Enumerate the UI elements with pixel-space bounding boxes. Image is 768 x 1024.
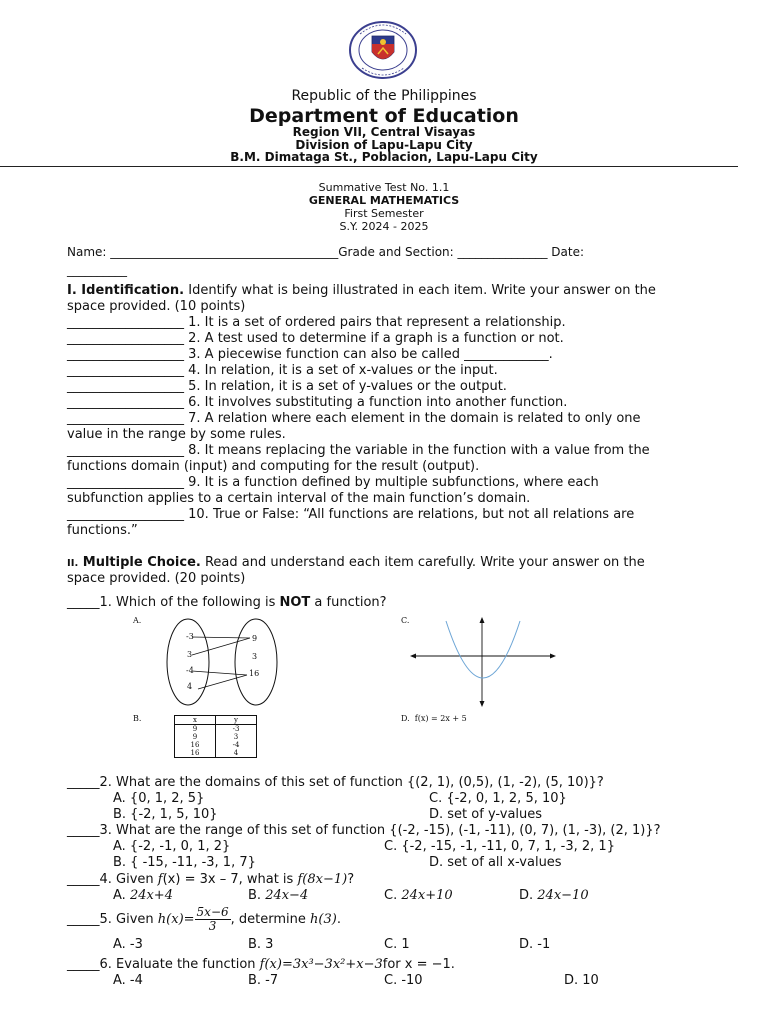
mapping-range-value: 9 [252,634,258,643]
choice-d: D. set of all x-values [429,855,562,870]
question-4 [67,872,354,888]
question-1-suffix: a function? [310,595,387,610]
function-expression: f(x)=3x³−3x²+x−3 [259,957,383,972]
choice-c: C. {-2, 0, 1, 2, 5, 10} [429,791,567,806]
deped-seal [348,20,418,80]
option-d-label: D. [401,714,410,723]
option-c-label: C. [401,616,410,625]
mapping-range-value: 3 [252,652,258,661]
division-label: Division of Lapu-Lapu City [295,138,473,152]
table-cell: 4 [216,749,257,758]
section2-heading-num: II. [67,558,79,569]
choice-expression: 24x−4 [265,888,309,903]
choice-d: D. set of y-values [429,807,543,822]
question-6 [67,957,455,973]
question-5-suffix: . [336,912,341,927]
function-argument: (8x−1) [302,872,348,887]
choice-a: A. -3 [113,937,143,952]
section2-instructions-line2: space provided. (20 points) [67,571,246,586]
question-4-mid: (x) = 3x – 7, what is [162,872,298,887]
table-header: x [175,716,216,725]
choice-c [384,888,453,904]
function-symbol: f [157,872,163,887]
identification-item: __________________ 5. In relation, it is a set of y-values or the output. [67,379,507,394]
choice-label: A. [113,888,130,903]
mapping-domain-value: -4 [186,666,194,675]
choice-c: C. 1 [384,937,410,952]
option-d [401,714,467,723]
fraction-denominator: 3 [208,919,217,933]
question-1 [67,595,387,611]
choice-a: A. -4 [113,973,143,988]
name-grade-date-line: Name: ______________________________________Grade and Section: _______________ Date: [67,245,585,259]
mapping-domain-value: 4 [187,682,193,691]
section2-heading: Multiple Choice. [78,555,201,570]
function-eval: h(3) [310,912,337,927]
function-symbol: f [297,872,303,887]
section1-instructions-text: Identify what is being illustrated in each item. Write your answer on the [184,283,656,298]
choice-expression: 24x+10 [401,888,453,903]
parabola-graph [408,615,558,710]
option-a-label: A. [133,616,142,625]
section1-instructions [67,283,656,299]
header-divider [0,166,738,167]
choice-a [113,888,173,904]
identification-item: __________________ 7. A relation where each element in the domain is related to only one [67,411,641,426]
section2-instructions-text: Read and understand each item carefully. Write your answer on the [200,555,645,570]
identification-item: __________________ 4. In relation, it is a set of x-values or the input. [67,363,498,378]
choice-b: B. 3 [248,937,274,952]
question-4-prefix: _____4. Given [67,872,158,887]
section1-instructions-line2: space provided. (10 points) [67,299,246,314]
choice-label: B. [248,888,266,903]
region-label: Region VII, Central Visayas [292,125,476,139]
identification-item-cont: subfunction applies to a certain interval of the main function’s domain. [67,491,531,506]
identification-item: __________________ 10. True or False: “All functions are relations, but not all relations are [67,507,635,522]
question-5-prefix: _____5. Given [67,912,158,927]
choice-b: B. {-2, 1, 5, 10} [113,807,218,822]
fraction-numerator: 5x−6 [196,905,229,919]
table-cell: 3 [216,733,257,741]
choice-c: C. -10 [384,973,423,988]
address-label: B.M. Dimataga St., Poblacion, Lapu-Lapu City [230,150,538,164]
identification-item: __________________ 1. It is a set of ordered pairs that represent a relationship. [67,315,566,330]
option-d-equation: f(x) = 2x + 5 [414,714,467,723]
table-cell: -4 [216,741,257,749]
choice-label: D. [519,888,538,903]
identification-item-cont: functions domain (input) and computing for the result (output). [67,459,480,474]
question-2: _____2. What are the domains of this set of function {(2, 1), (0,5), (1, -2), (5, 10)}? [67,775,604,790]
xy-table [174,715,257,758]
choice-b [248,888,308,904]
question-5 [67,904,341,936]
question-6-prefix: _____6. Evaluate the function [67,957,260,972]
department-title: Department of Education [249,105,519,127]
choice-d: D. -1 [519,937,551,952]
choice-expression: 24x−10 [537,888,589,903]
question-5-mid: , determine [230,912,311,927]
section1-heading: I. Identification. [67,283,185,298]
mapping-domain-value: -3 [186,632,194,641]
choice-d [519,888,589,904]
choice-b: B. { -15, -11, -3, 1, 7} [113,855,256,870]
date-blank: __________ [67,263,127,277]
subject-title: GENERAL MATHEMATICS [308,194,460,207]
semester-label: First Semester [344,207,424,220]
choice-d: D. 10 [564,973,599,988]
question-4-suffix: ? [347,872,355,887]
question-3: _____3. What are the range of this set of function {(-2, -15), (-1, -11), (0, 7), (1, -3), (2, 1)}? [67,823,661,838]
choice-c: C. {-2, -15, -1, -11, 0, 7, 1, -3, 2, 1} [384,839,615,854]
identification-item: __________________ 2. A test used to determine if a graph is a function or not. [67,331,564,346]
school-year-label: S.Y. 2024 - 2025 [339,220,429,233]
table-cell: -3 [216,725,257,734]
question-6-suffix: for x = −1. [382,957,455,972]
identification-item: __________________ 8. It means replacing the variable in the function with a value from the [67,443,650,458]
table-cell: 16 [175,741,216,749]
table-cell: 16 [175,749,216,758]
identification-item: __________________ 9. It is a function defined by multiple subfunctions, where each [67,475,599,490]
identification-item: __________________ 6. It involves substituting a function into another function. [67,395,568,410]
choice-a: A. {0, 1, 2, 5} [113,791,205,806]
table-cell: 9 [175,725,216,734]
identification-item-cont: functions.” [67,523,138,538]
section2-instructions [67,555,645,572]
table-header: y [216,716,257,725]
republic-label: Republic of the Philippines [291,88,477,104]
mapping-domain-value: 3 [187,650,193,659]
identification-item-cont: value in the range by some rules. [67,427,286,442]
choice-b: B. -7 [248,973,279,988]
identification-item: __________________ 3. A piecewise function can also be called _____________. [67,347,553,362]
question-1-prefix: _____1. Which of the following is [67,595,280,610]
fraction [195,906,231,933]
mapping-range-value: 16 [249,669,260,678]
option-b-label: B. [133,714,142,723]
choice-label: C. [384,888,402,903]
table-cell: 9 [175,733,216,741]
test-title: Summative Test No. 1.1 [318,181,450,194]
choice-expression: 24x+4 [129,888,173,903]
function-lhs: h(x)= [157,912,195,927]
choice-a: A. {-2, -1, 0, 1, 2} [113,839,231,854]
mapping-diagram [160,615,280,710]
question-1-emphasis: NOT [279,595,311,610]
